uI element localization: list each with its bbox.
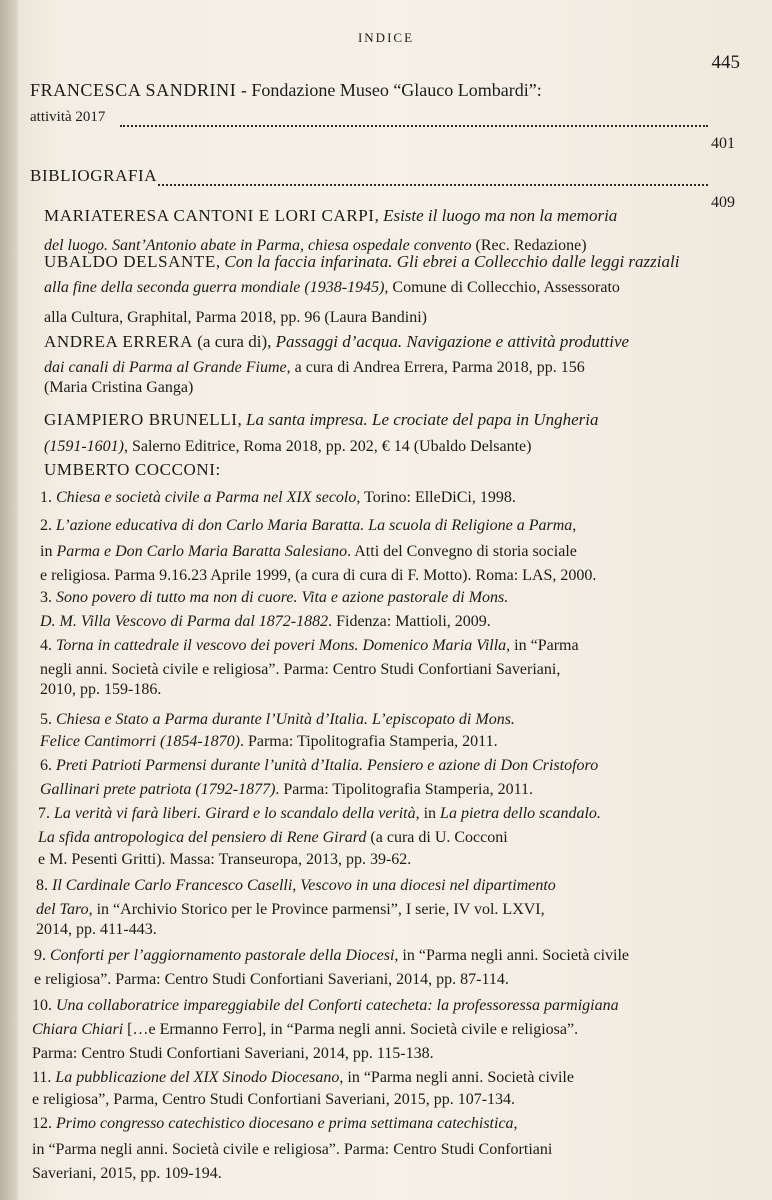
review-entry-line: [44, 332, 629, 352]
review-reviewer: (Rec. Redazione): [471, 237, 587, 254]
toc-author: FRANCESCA SANDRINI: [30, 80, 237, 100]
toc-title-cont: attività 2017: [30, 109, 106, 125]
list-item-line: [40, 542, 577, 562]
toc-leader-dots: [158, 182, 708, 186]
review-author: UBALDO DELSANTE: [44, 252, 216, 271]
item-title-cont: Chiara Chiari: [32, 1021, 124, 1038]
item-publisher: , in “Archivio Storico per le Province parmensi”, I serie, IV vol. LXVI,: [88, 901, 545, 918]
item-text: , in: [415, 805, 441, 822]
review-author: ANDREA ERRERA: [44, 332, 194, 351]
item-publisher: . Fidenza: Mattioli, 2009.: [328, 613, 491, 630]
item-publisher: , in “Parma: [506, 637, 579, 654]
list-item-line: Parma: Centro Studi Confortiani Saveriani, 2014, pp. 115-138.: [32, 1045, 434, 1062]
item-text: ,: [513, 1115, 518, 1132]
list-item: [32, 1114, 518, 1134]
editor-note: (a cura di),: [193, 332, 276, 351]
review-title-cont: (1591-1601): [44, 438, 124, 455]
item-publisher: . Parma: Tipolitografia Stamperia, 2011.: [239, 733, 498, 750]
item-title: Il Cardinale Carlo Francesco Caselli, Vescovo in una diocesi nel dipartimento: [52, 877, 556, 894]
item-publisher: , Torino: ElleDiCi, 1998.: [356, 489, 516, 506]
item-number: 3.: [40, 589, 56, 606]
item-number: 4.: [40, 637, 56, 654]
item-number: 5.: [40, 711, 56, 728]
item-title: Preti Patrioti Parmensi durante l’unità d’Italia. Pensiero e azione di Don Cristoforo: [56, 757, 599, 774]
review-author: GIAMPIERO BRUNELLI: [44, 410, 238, 429]
item-title: Sono povero di tutto ma non di cuore. Vita e azione pastorale di Mons.: [56, 589, 509, 606]
list-item-line: [32, 1020, 578, 1040]
list-item: [38, 804, 601, 824]
list-item-line: [40, 780, 533, 800]
item-publisher: , in “Parma negli anni. Società civile: [339, 1069, 574, 1086]
page-binding-shadow: [0, 0, 18, 1200]
toc-leader-dots: [120, 123, 708, 127]
item-title: Torna in cattedrale il vescovo dei poveri Mons. Domenico Maria Villa: [56, 637, 507, 654]
item-title-cont: D. M. Villa Vescovo di Parma dal 1872-1882: [40, 613, 329, 630]
review-title: Passaggi d’acqua. Navigazione e attività produttive: [275, 332, 630, 351]
item-publisher: . Parma: Tipolitografia Stamperia, 2011.: [275, 781, 533, 798]
list-item-line: Saveriani, 2015, pp. 109-194.: [32, 1165, 222, 1182]
review-title-cont: alla fine della seconda guerra mondiale (1938-1945): [44, 279, 385, 296]
item-publisher: , in “Parma negli anni. Società civile: [394, 947, 630, 964]
list-item-line: e religiosa”. Parma: Centro Studi Confortiani Saveriani, 2014, pp. 87-114.: [34, 971, 509, 988]
page-number: 445: [711, 52, 740, 73]
item-text: in: [40, 543, 57, 560]
toc-title: - Fondazione Museo “Glauco Lombardi”:: [236, 80, 542, 100]
list-item: [40, 488, 516, 508]
review-publisher: , Comune di Collecchio, Assessorato: [384, 279, 620, 296]
list-item-line: e M. Pesenti Gritti). Massa: Transeuropa, 2013, pp. 39-62.: [38, 851, 412, 868]
item-title: Conforti per l’aggiornamento pastorale della Diocesi: [50, 947, 395, 964]
list-item-line: [40, 612, 491, 632]
item-publisher: […e Ermanno Ferro], in “Parma negli anni. Società civile e religiosa”.: [123, 1021, 579, 1038]
list-item-line: e religiosa. Parma 9.16.23 Aprile 1999, (a cura di cura di F. Motto). Roma: LAS, 2000.: [40, 567, 597, 584]
review-title-cont: del luogo. Sant’Antonio abate in Parma, chiesa ospedale convento: [44, 237, 472, 254]
list-item-line: in “Parma negli anni. Società civile e religiosa”. Parma: Centro Studi Confortiani: [32, 1141, 553, 1158]
item-title-cont: Gallinari prete patriota (1792-1877): [40, 781, 276, 798]
review-title: La santa impresa. Le crociate del papa in Ungheria: [246, 410, 599, 429]
item-title-cont: Felice Cantimorri (1854-1870): [40, 733, 240, 750]
list-item: [32, 996, 619, 1016]
item-title: Una collaboratrice impareggiabile del Conforti catecheta: la professoressa parmigiana: [56, 997, 619, 1014]
item-title-cont: del Taro: [36, 901, 89, 918]
review-title: Con la faccia infarinata. Gli ebrei a Collecchio dalle leggi razziali: [224, 252, 680, 271]
item-title: La pubblicazione del XIX Sinodo Diocesano: [55, 1069, 340, 1086]
item-number: 12.: [32, 1115, 56, 1132]
item-publisher: (a cura di U. Cocconi: [366, 829, 508, 846]
item-number: 8.: [36, 877, 52, 894]
item-number: 2.: [40, 517, 56, 534]
separator: ,: [374, 206, 384, 225]
review-entry-line: (Maria Cristina Ganga): [44, 379, 194, 396]
item-publisher: . Atti del Convegno di storia sociale: [347, 543, 577, 560]
list-item: [32, 1068, 574, 1088]
list-item-line: 2010, pp. 159-186.: [40, 681, 162, 698]
list-item-line: [36, 900, 545, 920]
review-author: UMBERTO COCCONI:: [44, 460, 221, 479]
review-author: MARIATERESA CANTONI E LORI CARPI: [44, 206, 375, 225]
list-item-line: negli anni. Società civile e religiosa”. Parma: Centro Studi Confortiani Saveriani,: [40, 661, 561, 678]
list-item-line: 2014, pp. 411-443.: [36, 921, 157, 938]
item-title-cont: Parma e Don Carlo Maria Baratta Salesiano: [56, 543, 348, 560]
review-entry-line: [44, 206, 617, 226]
item-title: L’azione educativa di don Carlo Maria Baratta. La scuola di Religione a Parma,: [56, 517, 577, 534]
list-item: [40, 588, 508, 608]
item-number: 9.: [34, 947, 50, 964]
item-title-cont: La sfida antropologica del pensiero di Rene Girard: [38, 829, 367, 846]
toc-section-bibliografia: BIBLIOGRAFIA: [30, 166, 158, 185]
toc-page-number: 409: [711, 194, 735, 211]
item-title: Chiesa e Stato a Parma durante l’Unità d’Italia. L’episcopato di Mons.: [56, 711, 515, 728]
separator: ,: [215, 252, 225, 271]
list-item: [40, 516, 576, 536]
review-entry-line: [44, 437, 531, 457]
item-title: La pietra dello scandalo.: [440, 805, 601, 822]
list-item: [34, 946, 629, 966]
review-entry-line: [44, 252, 679, 272]
item-number: 7.: [38, 805, 54, 822]
item-number: 6.: [40, 757, 56, 774]
running-header: INDICE: [357, 30, 415, 45]
list-item: [36, 876, 556, 896]
toc-page-number: 401: [711, 135, 735, 152]
separator: ,: [237, 410, 247, 429]
review-publisher: , Salerno Editrice, Roma 2018, pp. 202, € 14 (Ubaldo Delsante): [123, 438, 532, 455]
list-item-line: e religiosa”, Parma, Centro Studi Confortiani Saveriani, 2015, pp. 107-134.: [32, 1091, 516, 1108]
toc-entry-sandrini-line1: [30, 80, 542, 100]
item-number: 1.: [40, 489, 56, 506]
item-title: Chiesa e società civile a Parma nel XIX secolo: [56, 489, 357, 506]
review-publisher: , a cura di Andrea Errera, Parma 2018, pp. 156: [286, 359, 585, 376]
review-title-cont: dai canali di Parma al Grande Fiume: [44, 359, 287, 376]
list-item: [40, 636, 579, 656]
item-number: 10.: [32, 997, 56, 1014]
item-title: Primo congresso catechistico diocesano e prima settimana catechistica: [56, 1115, 514, 1132]
toc-entry-sandrini-line2: [30, 107, 105, 127]
review-entry-line: alla Cultura, Graphital, Parma 2018, pp. 96 (Laura Bandini): [44, 309, 428, 326]
list-item-line: [40, 732, 498, 752]
review-entry-line: [44, 358, 585, 378]
list-item-line: [38, 828, 508, 848]
list-item: [40, 710, 515, 730]
review-entry-line: [44, 278, 620, 298]
list-item: [40, 756, 598, 776]
review-title: Esiste il luogo ma non la memoria: [383, 206, 618, 225]
item-title: La verità vi farà liberi. Girard e lo scandalo della verità: [54, 805, 416, 822]
review-entry-line: [44, 410, 598, 430]
item-number: 11.: [32, 1069, 56, 1086]
